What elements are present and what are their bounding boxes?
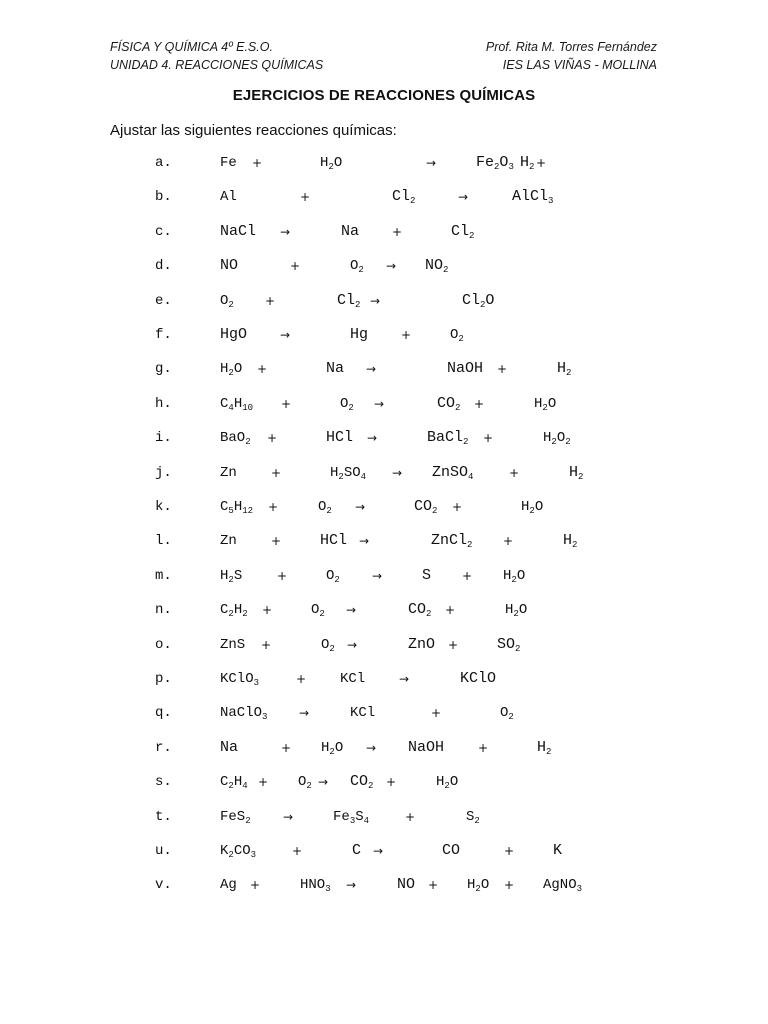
chemical-formula: $SO_2$ <box>497 635 521 654</box>
chemical-formula: FeS$_2$ <box>220 808 251 826</box>
reaction-item <box>0 698 768 728</box>
reaction-letter: b. <box>155 189 172 206</box>
plus-sign: + <box>277 568 288 583</box>
chemical-formula: C <box>352 842 362 859</box>
arrow-icon: → <box>373 844 384 858</box>
school-name: IES LAS VIÑAS - MOLLINA <box>502 58 657 72</box>
reaction-item <box>0 561 768 591</box>
plus-sign: + <box>462 568 473 583</box>
chemical-formula: $O_2$ <box>350 258 364 276</box>
chemical-formula: $H_2O_2$ <box>543 430 571 448</box>
plus-sign: + <box>474 396 485 411</box>
chemical-formula: Al <box>220 189 237 206</box>
teacher-name: Prof. Rita M. Torres Fernández <box>485 40 657 54</box>
reaction-letter: q. <box>155 705 172 722</box>
chemical-formula: KCl <box>340 671 366 687</box>
chemical-formula: $H_2$ <box>537 738 552 757</box>
reaction-letter: m. <box>155 567 172 584</box>
reaction-item <box>0 182 768 212</box>
chemical-formula: $C_5H_{12}$ <box>220 499 254 516</box>
chemical-formula: Hg <box>350 326 369 343</box>
chemical-formula: $O_2$ <box>298 774 312 792</box>
chemical-formula: $Cl_2$ <box>337 291 361 310</box>
reaction-item <box>0 595 768 625</box>
plus-sign: + <box>257 362 268 377</box>
unit-name: UNIDAD 4. REACCIONES QUÍMICAS <box>110 58 324 72</box>
instruction-text: Ajustar las siguientes reacciones químicas: <box>110 122 397 139</box>
reaction-item <box>0 217 768 247</box>
chemical-formula: $O_2$ <box>321 636 335 654</box>
chemical-formula: $S_2$ <box>466 808 480 826</box>
plus-sign: + <box>290 259 301 274</box>
header-row-1 <box>110 38 657 56</box>
chemical-formula: $H_2O$ <box>534 395 557 413</box>
plus-sign: + <box>497 362 508 377</box>
reaction-letter: t. <box>155 808 172 825</box>
plus-sign: + <box>509 465 520 480</box>
reaction-item <box>0 492 768 522</box>
chemical-formula: $H_2O$ <box>321 739 344 757</box>
chemical-formula: $H_2O$ <box>467 877 490 895</box>
plus-sign: + <box>386 775 397 790</box>
arrow-icon: → <box>346 878 357 893</box>
chemical-formula: $CO_2$ <box>414 498 438 516</box>
chemical-formula: AgNO$_3$ <box>543 877 583 895</box>
chemical-formula: Na <box>341 222 360 240</box>
reaction-item <box>0 320 768 350</box>
chemical-formula: $O_2$ <box>450 327 464 344</box>
reaction-item <box>0 630 768 660</box>
plus-sign: + <box>392 224 403 239</box>
reaction-letter: a. <box>155 155 172 171</box>
arrow-icon: → <box>283 809 294 824</box>
plus-sign: + <box>428 878 439 893</box>
plus-sign: + <box>271 534 282 549</box>
chemical-formula: ZnSO$_4$ <box>432 463 474 482</box>
arrow-icon: → <box>355 500 366 514</box>
arrow-icon: → <box>318 775 329 790</box>
chemical-formula: $H_2SO_4$ <box>330 464 367 482</box>
plus-sign: + <box>401 328 412 342</box>
page-header <box>110 38 657 74</box>
chemical-formula: $CO_2$ <box>408 601 432 620</box>
chemical-formula: $Cl_2O$ <box>462 291 495 310</box>
reaction-letter: k. <box>155 499 172 515</box>
chemical-formula: NaCl <box>220 222 257 240</box>
chemical-formula: $Cl_2$ <box>392 188 416 207</box>
reaction-letter: o. <box>155 636 172 653</box>
chemical-formula: $O_2$ <box>311 602 325 620</box>
chemical-formula: Zn <box>220 464 237 481</box>
plus-sign: + <box>452 500 463 514</box>
plus-sign: + <box>268 500 279 514</box>
reaction-letter: u. <box>155 843 172 859</box>
chemical-formula: KClO$_3$ <box>220 671 260 688</box>
chemical-formula: ZnO <box>408 635 436 653</box>
chemical-formula: $CO_2$ <box>437 394 461 413</box>
chemical-formula: $K_2CO_3$ <box>220 843 257 860</box>
plus-sign: + <box>258 775 269 790</box>
reaction-item <box>0 870 768 900</box>
reaction-item <box>0 423 768 453</box>
arrow-icon: → <box>426 156 437 170</box>
chemical-formula: $O_2$ <box>326 567 340 585</box>
arrow-icon: → <box>374 396 385 411</box>
arrow-icon: → <box>280 328 291 342</box>
chemical-formula: AlCl$_3$ <box>512 188 554 207</box>
plus-sign: + <box>265 293 276 308</box>
arrow-icon: → <box>392 465 403 480</box>
reaction-item <box>0 733 768 763</box>
reaction-item <box>0 664 768 694</box>
chemical-formula: Fe <box>220 155 237 171</box>
chemical-formula: $H_2O$ <box>320 155 343 172</box>
course-name: FÍSICA Y QUÍMICA 4º E.S.O. <box>110 40 273 54</box>
reaction-letter: g. <box>155 361 172 378</box>
chemical-formula: ZnS <box>220 636 246 653</box>
chemical-formula: Zn <box>220 533 237 550</box>
arrow-icon: → <box>399 672 410 686</box>
chemical-formula: $C_2H_2$ <box>220 602 248 620</box>
chemical-formula: Ag <box>220 877 237 894</box>
chemical-formula: $H_2$ <box>520 154 535 172</box>
reaction-item <box>0 836 768 866</box>
arrow-icon: → <box>366 740 377 755</box>
chemical-formula: ZnCl$_2$ <box>431 532 473 551</box>
plus-sign: + <box>261 637 272 652</box>
chemical-formula: $H_2O$ <box>436 774 459 792</box>
reaction-letter: r. <box>155 739 172 756</box>
plus-sign: + <box>300 190 311 205</box>
chemical-formula: $Fe_2O_3$ <box>476 154 514 172</box>
arrow-icon: → <box>386 259 397 274</box>
chemical-formula: $H_2O$ <box>505 602 528 620</box>
chemical-formula: $Fe_3S_4$ <box>333 808 370 826</box>
reaction-letter: l. <box>155 533 172 550</box>
reaction-item <box>0 148 768 178</box>
chemical-formula: $O_2$ <box>500 705 514 723</box>
plus-sign: + <box>478 740 489 755</box>
chemical-formula: NO <box>397 876 416 894</box>
plus-sign: + <box>431 706 442 721</box>
chemical-formula: NO <box>220 257 239 275</box>
chemical-formula: $H_2$ <box>557 360 572 379</box>
chemical-formula: Na <box>326 360 345 378</box>
arrow-icon: → <box>280 224 291 239</box>
reaction-item <box>0 389 768 419</box>
chemical-formula: $C_4H_{10}$ <box>220 395 254 413</box>
chemical-formula: HCl <box>326 429 354 447</box>
chemical-formula: NaOH <box>408 738 445 756</box>
reaction-letter: s. <box>155 774 172 791</box>
chemical-formula: CO <box>442 842 461 859</box>
reaction-item <box>0 526 768 556</box>
chemical-formula: HgO <box>220 326 248 343</box>
chemical-formula: $HNO_3$ <box>300 877 331 895</box>
chemical-formula: BaCl$_2$ <box>427 429 469 448</box>
arrow-icon: → <box>458 190 469 205</box>
chemical-formula: NaOH <box>447 360 484 378</box>
plus-sign: + <box>296 672 307 686</box>
plus-sign: + <box>281 740 292 755</box>
chemical-formula: BaO$_2$ <box>220 430 251 448</box>
page-title: EJERCICIOS DE REACCIONES QUÍMICAS <box>232 87 536 104</box>
chemical-formula: $H_2$ <box>569 463 584 482</box>
reaction-item <box>0 458 768 488</box>
reaction-letter: d. <box>155 258 172 275</box>
chemical-formula: $C_2H_4$ <box>220 774 248 792</box>
reaction-letter: v. <box>155 877 172 894</box>
arrow-icon: → <box>372 568 383 583</box>
reaction-letter: f. <box>155 327 172 343</box>
plus-sign: + <box>252 156 263 170</box>
chemical-formula: NaClO$_3$ <box>220 705 268 723</box>
chemical-formula: $H_2$ <box>563 532 578 551</box>
chemical-formula: S <box>422 566 432 584</box>
chemical-formula: K <box>553 842 563 859</box>
chemical-formula: $H_2S$ <box>220 567 243 585</box>
reaction-item <box>0 251 768 281</box>
chemical-formula: $H_2O$ <box>503 567 526 585</box>
plus-sign: + <box>405 809 416 824</box>
arrow-icon: → <box>367 431 378 446</box>
plus-sign: + <box>271 465 282 480</box>
header-row-2 <box>110 56 657 74</box>
arrow-icon: → <box>370 293 381 308</box>
plus-sign: + <box>262 603 273 618</box>
arrow-icon: → <box>346 603 357 618</box>
plus-sign: + <box>483 431 494 446</box>
arrow-icon: → <box>359 534 370 549</box>
reaction-item <box>0 767 768 797</box>
chemical-formula: Na <box>220 738 239 756</box>
chemical-formula: HCl <box>320 532 348 550</box>
reaction-letter: j. <box>155 464 172 481</box>
plus-sign: + <box>536 156 547 170</box>
chemical-formula: $H_2O$ <box>521 499 544 516</box>
plus-sign: + <box>504 878 515 893</box>
chemical-formula: KCl <box>350 705 376 722</box>
reaction-item <box>0 354 768 384</box>
plus-sign: + <box>448 637 459 652</box>
arrow-icon: → <box>299 706 310 721</box>
chemical-formula: $O_2$ <box>318 499 332 516</box>
arrow-icon: → <box>347 637 358 652</box>
reaction-item <box>0 802 768 832</box>
chemical-formula: $H_2O$ <box>220 361 243 379</box>
chemical-formula: $NO_2$ <box>425 257 449 276</box>
plus-sign: + <box>503 534 514 549</box>
chemical-formula: KClO <box>460 670 497 687</box>
chemical-formula: $CO_2$ <box>350 773 374 792</box>
reaction-letter: i. <box>155 430 172 447</box>
chemical-formula: $O_2$ <box>340 395 354 413</box>
plus-sign: + <box>267 431 278 446</box>
reaction-letter: h. <box>155 395 172 412</box>
reaction-letter: p. <box>155 671 172 687</box>
plus-sign: + <box>504 844 515 858</box>
chemical-formula: $O_2$ <box>220 292 234 310</box>
reaction-letter: n. <box>155 602 172 619</box>
reaction-letter: c. <box>155 223 172 240</box>
plus-sign: + <box>292 844 303 858</box>
plus-sign: + <box>445 603 456 618</box>
plus-sign: + <box>250 878 261 893</box>
reaction-item <box>0 286 768 316</box>
plus-sign: + <box>281 396 292 411</box>
chemical-formula: $Cl_2$ <box>451 222 475 241</box>
arrow-icon: → <box>366 362 377 377</box>
reaction-letter: e. <box>155 292 172 309</box>
